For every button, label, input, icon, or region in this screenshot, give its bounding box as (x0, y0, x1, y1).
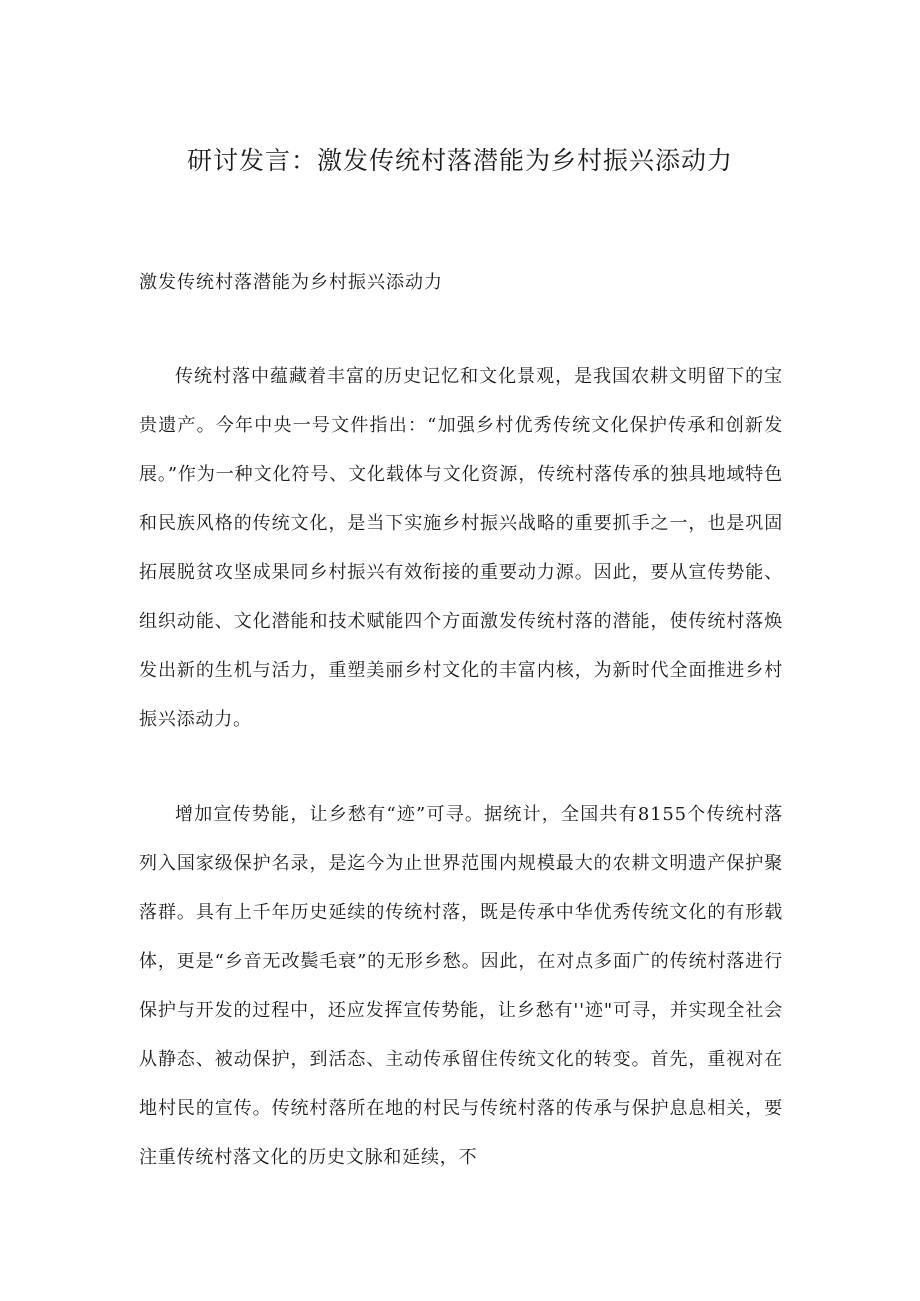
body-paragraph-intro: 传统村落中蕴藏着丰富的历史记忆和文化景观，是我国农耕文明留下的宝贵遗产。今年中央一号文件指出：“加强乡村优秀传统文化保护传承和创新发展。”作为一种文化符号、文化载体与文化资源，传统村落传承的独具地域特色和民族风格的传统文化，是当下实施乡村振兴战略的重要抓手之一，也是巩固拓展脱贫攻坚成果同乡村振兴有效衔接的重要动力源。因此，要从宣传势能、组织动能、文化潜能和技术赋能四个方面激发传统村落的潜能，使传统村落焕发出新的生机与活力，重塑美丽乡村文化的丰富内核，为新时代全面推进乡村振兴添动力。 (139, 366, 783, 730)
document-subtitle: 激发传统村落潜能为乡村振兴添动力 (139, 272, 443, 293)
document-title: 研讨发言：激发传统村落潜能为乡村振兴添动力 (186, 146, 733, 175)
body-paragraph-publicity: 增加宣传势能，让乡愁有“迹”可寻。据统计，全国共有8155个传统村落列入国家级保护名录，是迄今为止世界范围内规模最大的农耕文明遗产保护聚落群。具有上千年历史延续的传统村落，既是传承中华优秀传统文化的有形载体，更是“乡音无改鬓毛衰”的无形乡愁。因此，在对点多面广的传统村落进行保护与开发的过程中，还应发挥宣传势能，让乡愁有''迹"可寻，并实现全社会从静态、被动保护，到活态、主动传承留住传统文化的转变。首先，重视对在地村民的宣传。传统村落所在地的村民与传统村落的传承与保护息息相关，要注重传统村落文化的历史文脉和延续，不 (139, 804, 783, 1168)
